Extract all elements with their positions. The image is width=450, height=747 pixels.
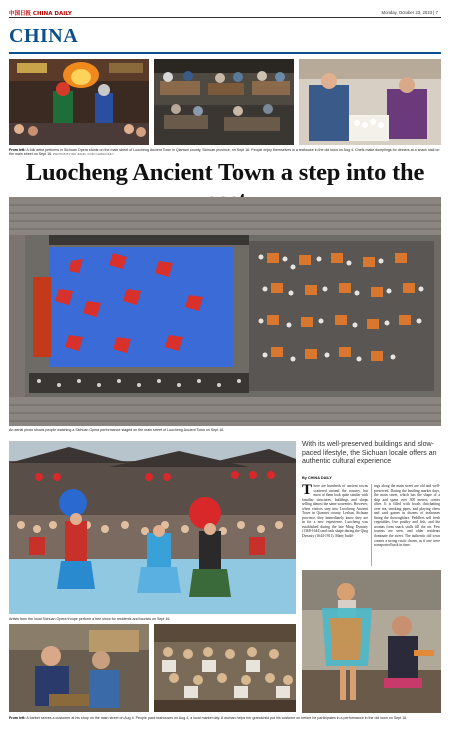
section-rule [9, 52, 441, 54]
caption-text: A folk artist performs in Sichuan Opera stunts on the main street of Luocheng Ancient Town in Qianwei county, Sichuan province, on Sept 16. People enjoy themselves in a teahouse in the old town on Aug 4. Chefs make dumplings for dinners at a snack stall on the main street on Sept 16. [9, 148, 440, 157]
drop-cap: T [302, 482, 313, 498]
photo-opera-stage [9, 441, 296, 614]
photo-opera-performer [9, 59, 149, 145]
photo-teahouse [154, 59, 294, 145]
top-photos-caption [9, 148, 441, 157]
bottom-caption-lead: From left: [9, 716, 26, 720]
bottom-photos-caption [9, 716, 441, 720]
date-and-page: Monday, October 23, 2023 | 7 [381, 10, 438, 15]
article-column-2 [374, 484, 440, 548]
stage-photo-caption: Artists from the local Sichuan Opera troupe perform a free show for residents and tourists on Sept 16. [9, 617, 171, 621]
photo-packed-teahouse [154, 624, 296, 712]
photo-credit: PHOTOS BY WU JIANG / FOR CHINA DAILY [52, 152, 115, 157]
article-column-1 [302, 484, 368, 539]
masthead-logo: 中国日报 CHINA DAILY [9, 11, 72, 17]
section-title: CHINA [9, 25, 79, 47]
headline: Luocheng Ancient Town a step into the [25, 159, 425, 186]
article-deck: With its well-preserved buildings and slow-paced lifestyle, the Sichuan locale offers an authentic cultural experience [302, 441, 437, 466]
column-2-text: ings along the main street are old and well-preserved. During the bustling market days, the main street, which has the shape of a ship and spans over 300 meters, comes alive. It is filled with locals chitchatting over tea, smoking pipes, and playing chess and card games in dozens of teahouses lining the thoroughfare. Peddlers sell fresh vegetables, live poultry and fish, and the aromas from snack stalls fill the air. Few tourists are seen, and older residents dominate the street. The authentic old town creates a strong rustic charm, as if one were transported back in time. [374, 484, 440, 548]
photo-grandchild-costume [302, 570, 441, 713]
photo-barber-shop [9, 624, 149, 712]
column-divider [371, 484, 372, 566]
photo-aerial-opera [9, 197, 441, 426]
byline: By CHINA DAILY [302, 476, 332, 480]
photo-dumpling-stall [299, 59, 441, 145]
bottom-caption-text: A barber serves a customer at his shop on the main street on Aug 4. People pack teahouses on Aug 4, a local market day. A woman helps her grandchild put his costume on before he participates in a performance in the old town on Sept 16. [25, 716, 408, 720]
masthead-rule [9, 17, 441, 18]
caption-lead: From left: [9, 148, 26, 152]
column-1-text: here are hundreds of ancient towns scattered around the country, but most of them look quite similar with familiar structures, buildings and shops selling almost the same souvenirs. However, when visitors step into Luocheng Ancient Town in Qianwei county, Leshan, Sichuan province, they immediately know they are in for a new experience. Luocheng was established during the late Ming Dynasty (1368-1644) and took shape during the Qing Dynasty (1644-1911). Many build- [302, 484, 368, 539]
aerial-photo-caption: An aerial photo shows people watching a Sichuan Opera performance staged on the main street of Luocheng Ancient Town on Sept 16. [9, 428, 225, 432]
